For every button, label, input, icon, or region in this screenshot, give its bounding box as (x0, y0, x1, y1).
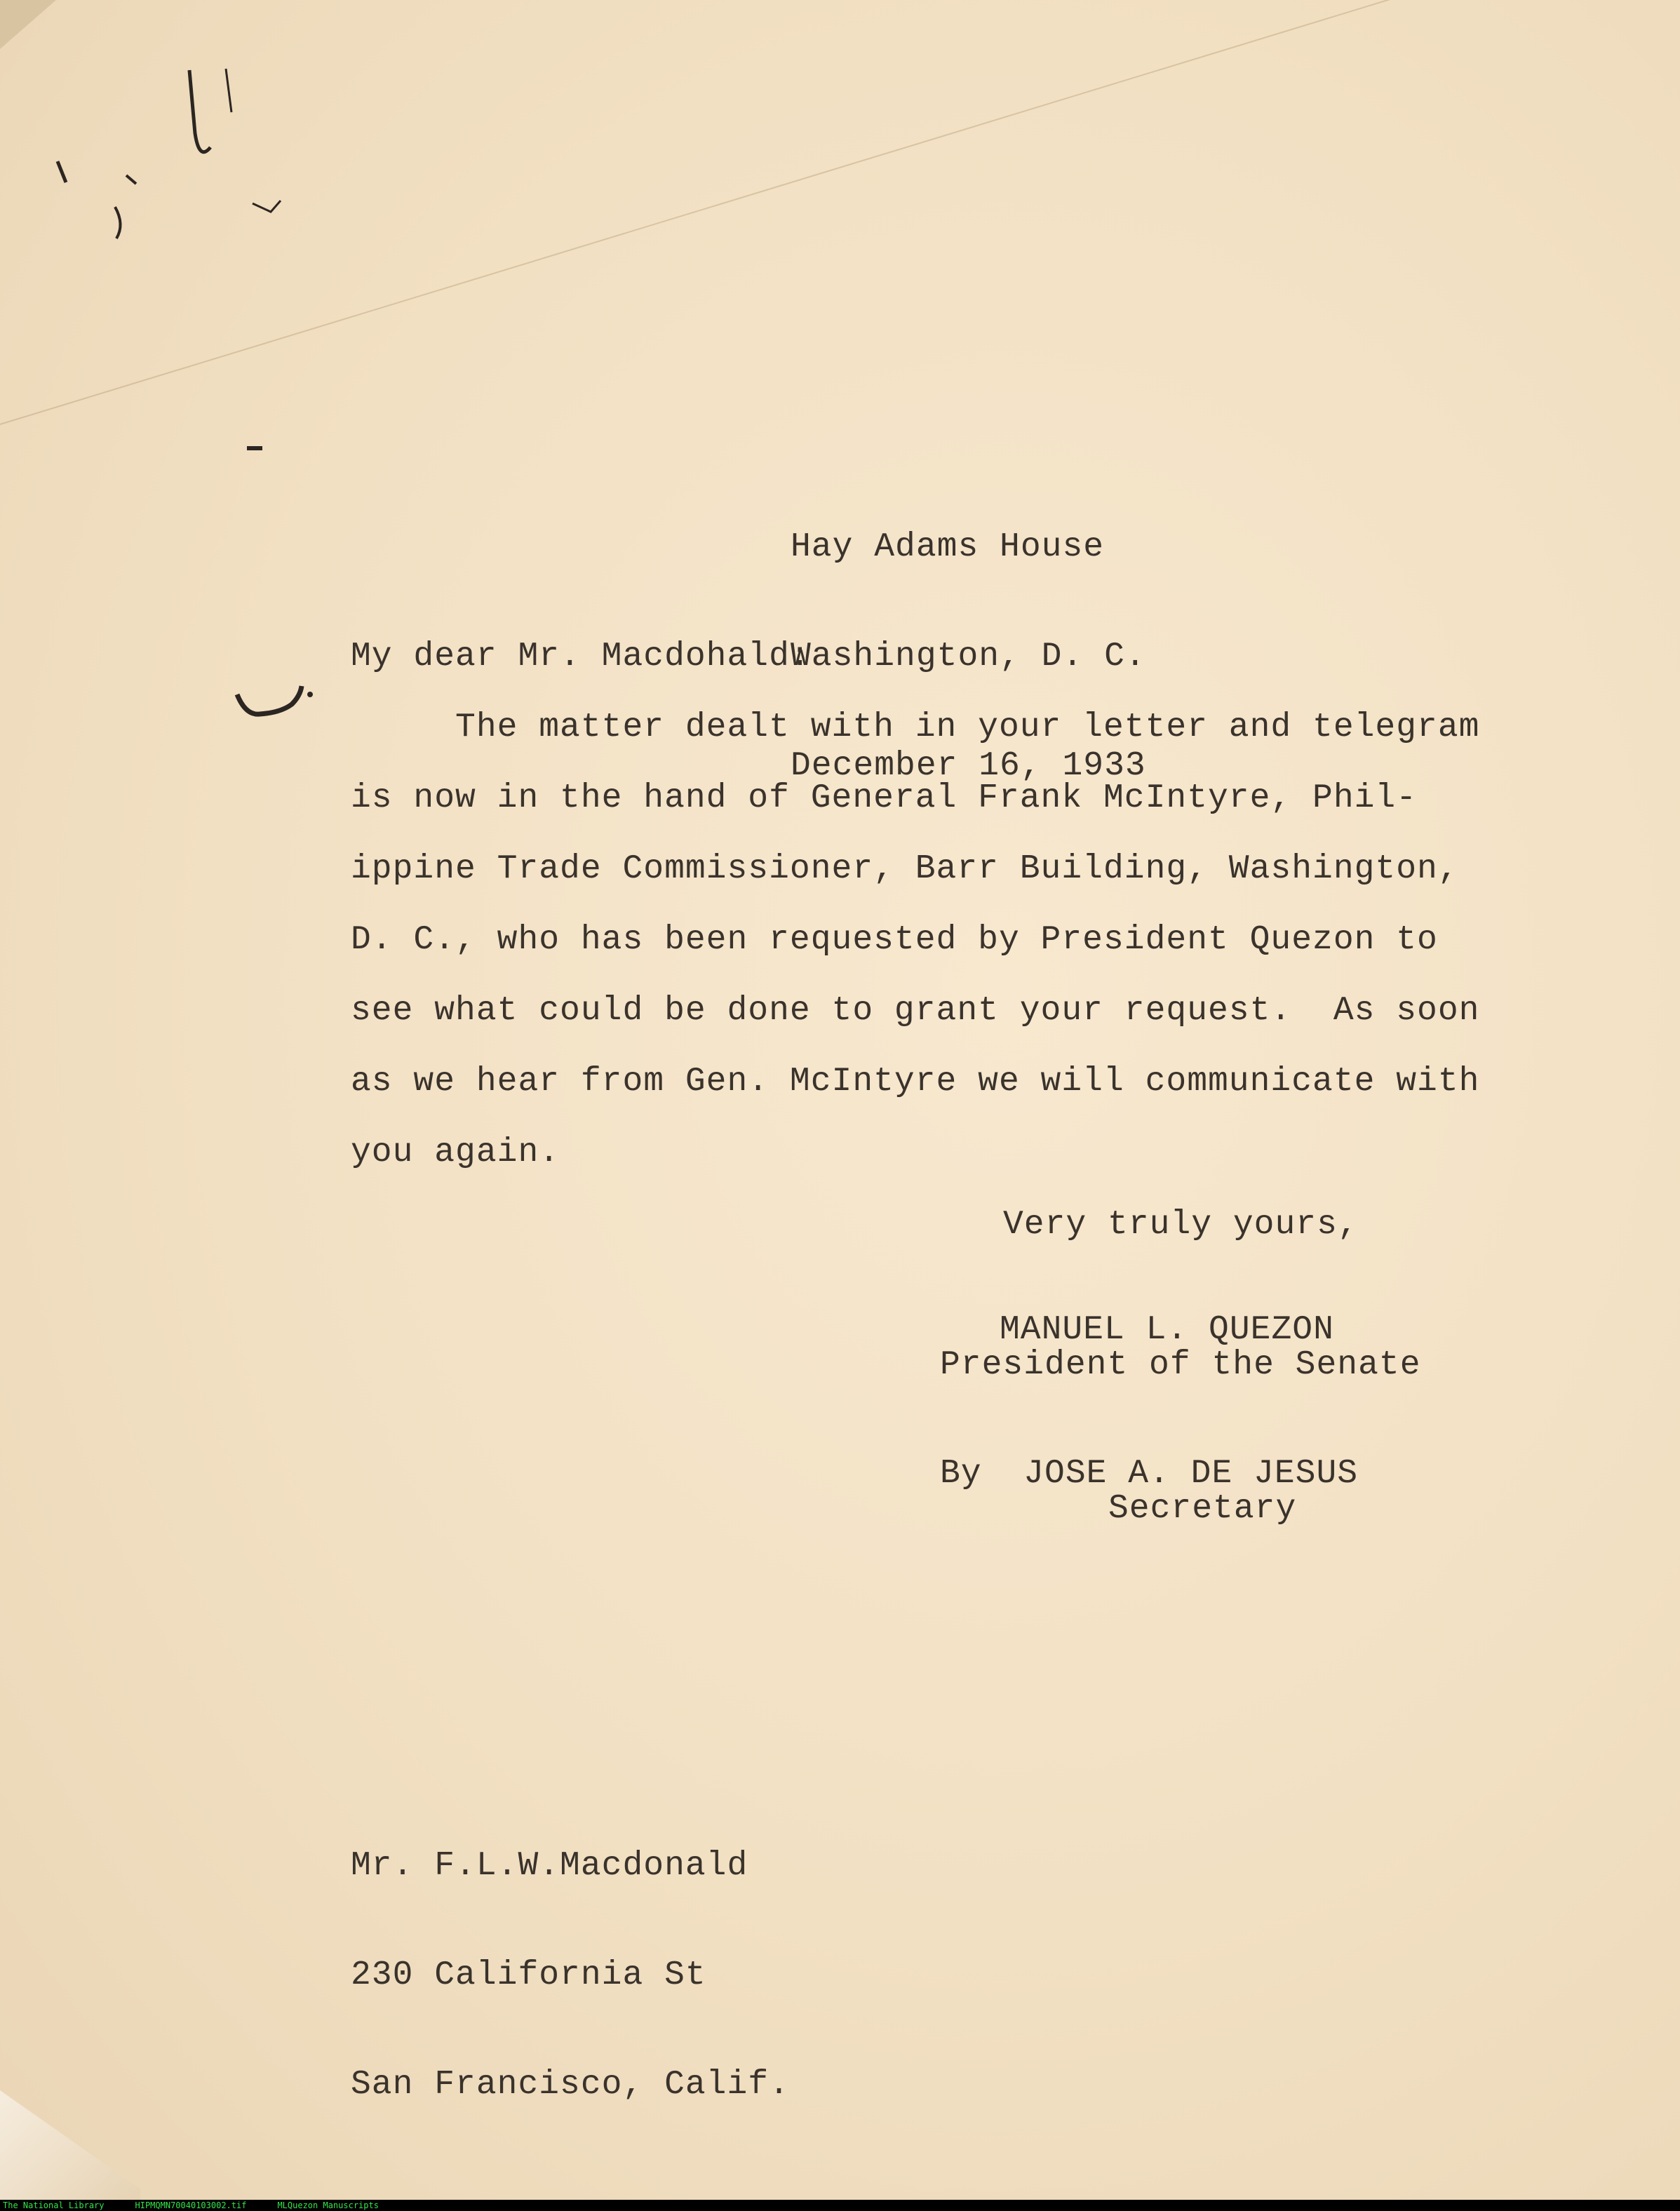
body-line: The matter dealt with in your letter and telegram (351, 708, 1480, 746)
salutation: My dear Mr. Macdohald: (351, 638, 811, 676)
letterhead-line: Hay Adams House (791, 528, 1105, 566)
footer-library: The National Library (3, 2200, 105, 2210)
recipient-line: San Francisco, Calif. (351, 2066, 790, 2104)
body-line: ippine Trade Commissioner, Barr Building, Washington, (351, 850, 1459, 888)
signature-name: MANUEL L. QUEZON (1000, 1311, 1334, 1349)
body-line: you again. (351, 1134, 560, 1171)
recipient-line: 230 California St (351, 1956, 706, 1994)
footer-collection: MLQuezon Manuscripts (277, 2200, 379, 2210)
letter-body (351, 708, 1543, 1199)
footer-file-id: HIPMQMN70040103002.tif (135, 2200, 247, 2210)
body-line: is now in the hand of General Frank McIntyre, Phil- (351, 779, 1418, 817)
by-line: By JOSE A. DE JESUS (940, 1455, 1359, 1493)
pencil-marks-top-left (42, 28, 337, 253)
pencil-mark-margin (231, 680, 316, 730)
letterhead-line: Washington, D. C. (791, 638, 1146, 676)
recipient-line: Mr. F.L.W.Macdonald (351, 1847, 748, 1885)
letterhead-date: December 16, 1933 (791, 747, 1146, 785)
folded-corner (0, 2090, 140, 2200)
by-title: Secretary (1108, 1490, 1297, 1528)
signature-title: President of the Senate (940, 1346, 1421, 1384)
closing: Very truly yours, (1003, 1206, 1359, 1244)
body-line: as we hear from Gen. McIntyre we will communicate with (351, 1063, 1480, 1101)
recipient-address (351, 1775, 790, 2176)
pencil-dot (246, 442, 267, 456)
body-line: see what could be done to grant your request. As soon (351, 992, 1480, 1030)
body-line: D. C., who has been requested by President Quezon to (351, 921, 1438, 959)
archive-footer-bar (0, 2200, 1680, 2211)
